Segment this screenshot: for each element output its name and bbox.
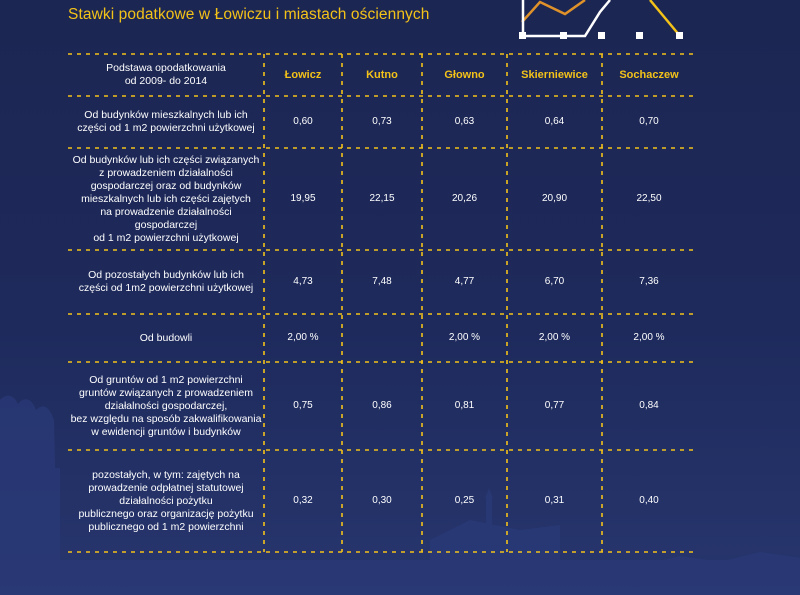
text-line: Od gruntów od 1 m2 powierzchni xyxy=(89,373,243,386)
text-line: z prowadzeniem działalności xyxy=(99,166,233,179)
column-header-city: Łowicz xyxy=(284,68,322,81)
value-cell: 0,73 xyxy=(372,115,392,127)
text-line: Od pozostałych budynków lub ich xyxy=(88,269,244,281)
value-cell: 0,25 xyxy=(454,494,475,506)
page-title: Stawki podatkowe w Łowiczu i miastach ościennych xyxy=(68,6,430,23)
header-basis xyxy=(68,54,264,96)
value-cell: 0,86 xyxy=(372,399,392,411)
row-label xyxy=(68,148,264,250)
row-label xyxy=(68,96,264,148)
value-cell: 19,95 xyxy=(290,192,316,204)
value-cell: 0,63 xyxy=(454,115,475,127)
column-header-city: Skierniewice xyxy=(521,68,588,81)
text-line: mieszkalnych lub ich części zajętych xyxy=(81,192,251,205)
text-line: części od 1 m2 powierzchni użytkowej xyxy=(77,122,255,134)
text-line: gospodarczej oraz od budynków xyxy=(90,179,242,192)
text-line: w ewidencji gruntów i budynków xyxy=(91,425,241,438)
text-line: bez względu na sposób zakwalifikowania xyxy=(70,412,262,425)
value-cell: 2,00 % xyxy=(538,331,571,343)
value-cell: 2,00 % xyxy=(287,331,319,343)
text-line: prowadzenie odpłatnej statutowej xyxy=(88,481,244,494)
text-line: Od budynków mieszkalnych lub ich xyxy=(84,109,248,121)
value-cell: 0,40 xyxy=(639,494,659,506)
value-cell: 4,73 xyxy=(293,275,313,287)
text-line: działalności pożytku xyxy=(119,494,213,507)
value-cell xyxy=(342,314,422,362)
text-line: na prowadzenie działalności gospodarczej xyxy=(100,205,232,231)
text-line: Podstawa opodatkowania xyxy=(106,62,226,74)
value-cell: 0,84 xyxy=(639,399,659,411)
value-cell: 20,26 xyxy=(451,192,478,204)
text-line: Od budowli xyxy=(139,331,193,344)
value-cell: 4,77 xyxy=(454,275,475,287)
text-line: publicznego od 1 m2 powierzchni xyxy=(88,520,244,533)
value-cell: 0,64 xyxy=(544,115,565,127)
row-label xyxy=(68,450,264,552)
row-label xyxy=(68,362,264,450)
value-cell: 7,48 xyxy=(372,275,392,287)
value-cell: 0,75 xyxy=(293,399,313,411)
value-cell: 2,00 % xyxy=(633,331,665,343)
text-line: gruntów związanych z prowadzeniem xyxy=(79,386,253,399)
column-header-city: Sochaczew xyxy=(619,68,679,81)
column-header-city: Kutno xyxy=(366,68,398,81)
column-header-city: Głowno xyxy=(444,68,485,81)
text-line: od 2009- do 2014 xyxy=(124,75,208,87)
value-cell: 20,90 xyxy=(541,192,568,204)
value-cell: 0,60 xyxy=(293,115,313,127)
value-cell: 22,50 xyxy=(636,192,662,204)
row-label xyxy=(68,250,264,314)
text-line: od 1 m2 powierzchni użytkowej xyxy=(93,231,239,244)
value-cell: 6,70 xyxy=(544,275,565,287)
value-cell: 0,81 xyxy=(454,399,475,411)
value-cell: 0,70 xyxy=(639,115,659,127)
value-cell: 0,77 xyxy=(544,399,565,411)
text-line: części od 1m2 powierzchni użytkowej xyxy=(78,282,254,294)
value-cell: 2,00 % xyxy=(448,331,481,343)
value-cell: 0,32 xyxy=(293,494,313,506)
text-line: publicznego oraz organizację pożytku xyxy=(78,507,254,520)
value-cell: 22,15 xyxy=(369,192,395,204)
value-cell: 7,36 xyxy=(639,275,659,287)
text-line: pozostałych, w tym: zajętych na xyxy=(92,468,240,481)
text-line: Od budynków lub ich części związanych xyxy=(72,153,260,166)
value-cell: 0,30 xyxy=(372,494,392,506)
value-cell: 0,31 xyxy=(544,494,565,506)
text-line: działalności gospodarczej, xyxy=(104,399,228,412)
row-label xyxy=(68,314,264,362)
